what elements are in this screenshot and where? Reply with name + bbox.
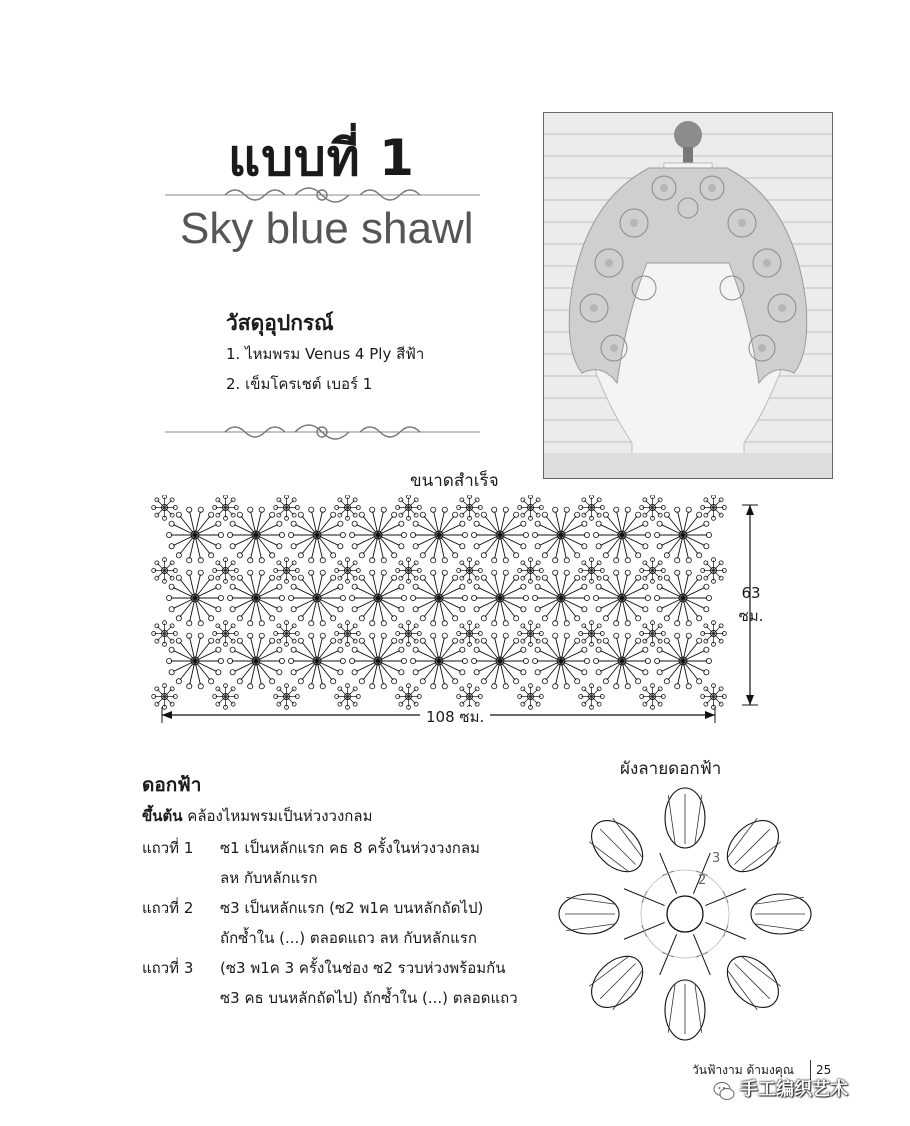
width-dimension-label: 108 ซม.	[420, 707, 490, 727]
grid-motif	[654, 507, 711, 563]
grid-motif	[518, 684, 544, 710]
grid-motif	[166, 633, 223, 689]
row-text: ซ1 เป็นหลักแรก คธ 8 ครั้งในห่วงวงกลม	[220, 839, 480, 857]
start-text: คล้องไหมพรมเป็นห่วงวงกลม	[187, 807, 373, 825]
grid-motif	[532, 633, 589, 689]
motif-grid	[152, 495, 727, 709]
grid-motif	[518, 495, 544, 520]
page-title: แบบที่ 1	[228, 129, 415, 187]
grid-motif	[335, 684, 361, 710]
grid-motif	[288, 507, 345, 563]
grid-motif	[213, 495, 239, 520]
grid-motif	[593, 633, 650, 689]
grid-motif	[593, 570, 650, 626]
grid-motif	[227, 570, 284, 626]
grid-motif	[532, 507, 589, 563]
wechat-icon	[713, 1080, 735, 1102]
grid-motif	[579, 621, 605, 647]
grid-motif	[213, 621, 239, 647]
grid-motif	[227, 633, 284, 689]
grid-motif	[288, 570, 345, 626]
grid-motif	[274, 684, 300, 710]
grid-motif	[410, 633, 467, 689]
motif-crochet-diagram	[540, 786, 830, 1056]
grid-motif	[579, 684, 605, 710]
page-subtitle: Sky blue shawl	[180, 204, 474, 253]
round-label: 3	[712, 851, 721, 866]
motif-petals	[559, 788, 811, 1040]
height-dimension-unit: ซม.	[738, 607, 764, 625]
grid-motif	[457, 558, 483, 584]
grid-motif	[213, 558, 239, 584]
page-number: 25	[816, 1063, 832, 1077]
row-text: (ซ3 พ1ค 3 ครั้งในช่อง ซ2 รวบห่วงพร้อมกัน	[220, 959, 506, 977]
grid-motif	[274, 495, 300, 520]
grid-motif	[166, 570, 223, 626]
motif-chart-label: ผังลายดอกฟ้า	[620, 759, 722, 779]
grid-motif	[274, 558, 300, 584]
materials-heading: วัสดุอุปกรณ์	[226, 311, 334, 335]
row-text: ลห กับหลักแรก	[220, 869, 318, 887]
grid-motif	[593, 507, 650, 563]
grid-motif	[335, 558, 361, 584]
pattern-start-line	[142, 806, 372, 826]
grid-motif	[701, 684, 727, 710]
material-item: 1. ไหมพรม Venus 4 Ply สีฟ้า	[226, 345, 425, 363]
grid-motif	[518, 558, 544, 584]
size-chart-label: ขนาดสำเร็จ	[410, 471, 499, 491]
grid-motif	[349, 633, 406, 689]
grid-motif	[640, 684, 666, 710]
shawl-photo	[543, 112, 833, 479]
grid-motif	[152, 621, 178, 647]
grid-motif	[227, 507, 284, 563]
footer-book-title: วันฟ้างาม ด้ามงคุณ	[692, 1063, 794, 1077]
row-label: แถวที่ 3	[142, 959, 194, 977]
grid-motif	[152, 495, 178, 520]
height-dimension-value: 63	[741, 584, 761, 602]
grid-motif	[457, 495, 483, 520]
grid-motif	[396, 558, 422, 584]
grid-motif	[532, 570, 589, 626]
footer-separator	[810, 1060, 811, 1080]
grid-motif	[349, 570, 406, 626]
grid-motif	[410, 507, 467, 563]
pattern-heading: ดอกฟ้า	[142, 774, 202, 796]
row-label: แถวที่ 1	[142, 839, 194, 857]
round-label: 2	[698, 873, 707, 888]
grid-motif	[471, 507, 528, 563]
start-label: ขึ้นต้น	[142, 807, 183, 825]
grid-motif	[701, 495, 727, 520]
grid-motif	[471, 633, 528, 689]
row-label: แถวที่ 2	[142, 899, 194, 917]
grid-motif	[274, 621, 300, 647]
row-text: ซ3 คธ บนหลักถัดไป) ถักซ้ำใน (...) ตลอดแถว	[220, 989, 518, 1007]
grid-motif	[640, 558, 666, 584]
material-item: 2. เข็มโครเชต์ เบอร์ 1	[226, 375, 373, 393]
grid-motif	[152, 558, 178, 584]
grid-motif	[579, 558, 605, 584]
grid-motif	[457, 684, 483, 710]
grid-motif	[410, 570, 467, 626]
watermark-text: 手工编织艺术	[740, 1079, 848, 1100]
grid-motif	[166, 507, 223, 563]
grid-motif	[654, 633, 711, 689]
grid-motif	[518, 621, 544, 647]
grid-motif	[457, 621, 483, 647]
grid-motif	[701, 621, 727, 647]
grid-motif	[396, 684, 422, 710]
row-text: ถักซ้ำใน (...) ตลอดแถว ลห กับหลักแรก	[220, 929, 477, 947]
grid-motif	[396, 495, 422, 520]
grid-motif	[396, 621, 422, 647]
grid-motif	[640, 495, 666, 520]
grid-motif	[335, 621, 361, 647]
grid-motif	[349, 507, 406, 563]
grid-motif	[640, 621, 666, 647]
grid-motif	[335, 495, 361, 520]
grid-motif	[579, 495, 605, 520]
grid-motif	[288, 633, 345, 689]
grid-motif	[213, 684, 239, 710]
center-ring	[667, 896, 703, 932]
grid-motif	[471, 570, 528, 626]
row-text: ซ3 เป็นหลักแรก (ซ2 พ1ค บนหลักถัดไป)	[220, 899, 484, 917]
grid-motif	[654, 570, 711, 626]
shawl-layout-chart	[150, 495, 775, 725]
grid-motif	[701, 558, 727, 584]
grid-motif	[152, 684, 178, 710]
ornament-divider-bottom	[165, 420, 480, 444]
